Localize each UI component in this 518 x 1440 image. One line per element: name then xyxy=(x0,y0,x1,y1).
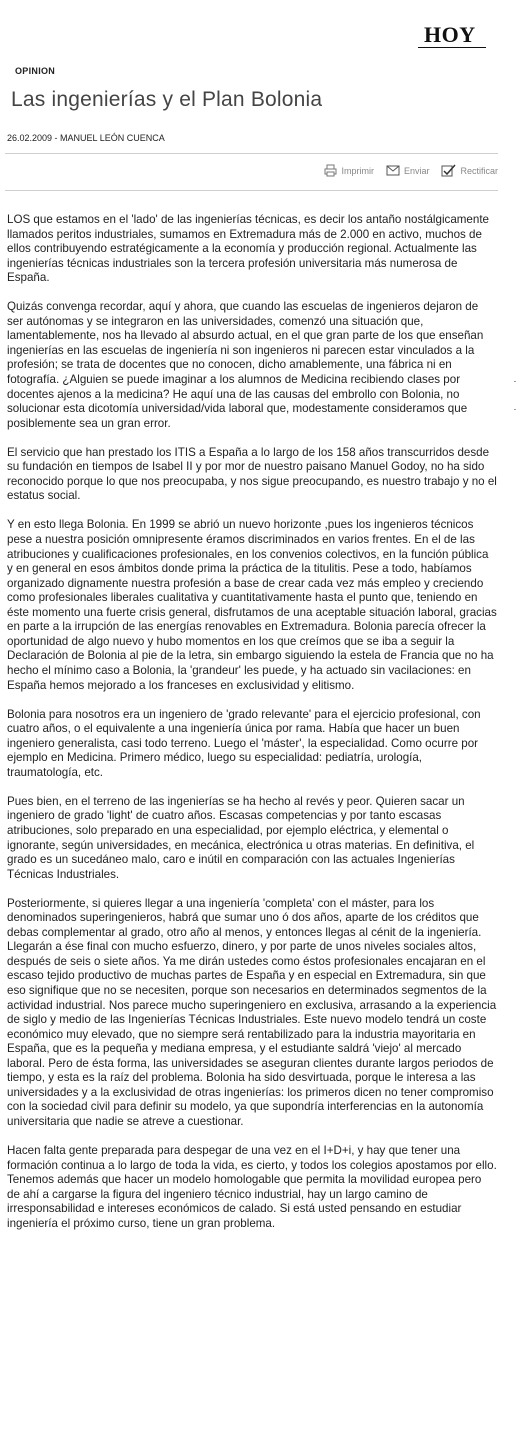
send-label: Enviar xyxy=(403,165,430,176)
scroll-marker xyxy=(514,381,516,382)
paragraph: LOS que estamos en el 'lado' de las ingenierías técnicas, es decir los antaño nostálgicamente llamados peritos industriales, sumamos en Extremadura más de 2.000 en activo, muchos de ellos contribuyendo estratégicamente a la economía y producción regional. Actualmente las ingenierías técnicas industriales son la tercera profesión universitaria más numerosa de España. xyxy=(7,213,489,285)
top-divider xyxy=(5,153,498,154)
print-button[interactable] xyxy=(324,164,374,177)
scroll-marker xyxy=(514,409,516,410)
paragraph: Quizás convenga recordar, aquí y ahora, que cuando las escuelas de ingenieros dejaron de ser autónomas y se integraron en las universidades, comenzó una situación que, lamentablemente, nos ha llevado al absurdo actual, en el que gran parte de los que enseñan ingenierías en las escuelas de ingeniería ni son ingenieros ni parecen estar vinculados a la profesión; se trata de docentes que no conocen, dicho amablemente, una fábrica ni en fotografía. ¿Alguien se puede imaginar a los alumnos de Medicina recibiendo clases por docentes ajenos a la medicina? He aquí una de las causas del embrollo con Bolonia, no solucionar esta dicotomía universidad/vida laboral que, modestamente consideramos que posiblemente sea un gran error. xyxy=(7,300,484,430)
paragraph: Y en esto llega Bolonia. En 1999 se abrió un nuevo horizonte ,pues los ingenieros técnicos pese a nuestra posición omnipresente éramos discriminados en varios frentes. En el de las atribuciones y cualificaciones profesionales, en los convenios colectivos, en la función pública y en general en esos ámbitos donde prima la práctica de la titulitis. Pese a todo, habíamos organizado dignamente nuestra profesión a base de crear cada vez más empleo y creciendo como profesionales liberales cualitativa y cuantitativamente hasta el punto que, teniendo en éste momento una fuerte crisis general, disfrutamos de una aceptable situación laboral, gracias en parte a la irrupción de las energías renovables en Extremadura. Bolonia parecía ofrecer la oportunidad de algo nuevo y hubo momentos en los que creímos que se iba a seguir la Declaración de Bolonia al pie de la letra, sin embargo siguiendo la estela de Francia que no ha hecho el mínimo caso a Bolonia, la 'grandeur' les puede, y ha actuado sin vacilaciones: en España hemos mejorado a los franceses en exclusividad y elitismo. xyxy=(7,518,497,692)
send-button[interactable] xyxy=(386,165,430,176)
article-body xyxy=(7,213,497,1246)
printer-icon xyxy=(324,164,337,177)
section-label: OPINION xyxy=(15,66,56,76)
article-byline: 26.02.2009 - MANUEL LEÓN CUENCA xyxy=(7,133,165,143)
envelope-icon xyxy=(386,165,400,176)
rectify-button[interactable] xyxy=(441,164,498,177)
print-label: Imprimir xyxy=(341,165,374,176)
article-title: Las ingenierías y el Plan Bolonia xyxy=(11,88,323,111)
paragraph: Hacen falta gente preparada para despegar de una vez en el I+D+i, y hay que tener una formación continua a lo largo de toda la vida, es cierto, y todos los colegios apostamos por ello. Tenemos además que hacer un modelo homologable que permita la movilidad europea pero de ahí a cargarse la figura del ingeniero técnico industrial, hay un largo camino de irresponsabilidad e intereses económicos de calado. Si está usted pensando en estudiar ingeniería el próximo curso, tiene un gran problema. xyxy=(7,1144,497,1230)
logo-underline xyxy=(418,47,486,48)
site-logo[interactable]: HOY xyxy=(424,22,476,47)
edit-check-icon xyxy=(441,164,456,177)
paragraph: Pues bien, en el terreno de las ingenierías se ha hecho al revés y peor. Quieren sacar un ingeniero de grado 'light' de cuatro años. Escasas competencias y por tanto escasas atribuciones, solo preparado en una especialidad, por ejemplo eléctrica, y elemental o ignorante, según universidades, en mecánica, electrónica u otras materias. En definitiva, el grado es un sucedáneo malo, caro e inútil en comparación con las actuales Ingenierías Técnicas Industriales. xyxy=(7,794,475,881)
article-toolbar xyxy=(324,164,498,177)
paragraph: Posteriormente, si quieres llegar a una ingeniería 'completa' con el máster, para los denominados superingenieros, habrá que sumar uno ó dos años, aparte de los créditos que debas complementar al grado, otro año al menos, y entonces llegas al cénit de la ingeniería. Llegarán a ése final con mucho esfuerzo, dinero, y por parte de unos niveles sociales altos, después de seis o siete años. Ya me dirán ustedes como éstos profesionales encajaran en el escaso tejido productivo de muchas partes de España y en especial en Extremadura, sin que eso signifique que no se necesiten, porque son necesarios en determinados segmentos de la actividad industrial. Nos parece mucho superingeniero en exclusiva, arrasando a la experiencia de siglo y medio de las Ingenierías Técnicas Industriales. Este nuevo modelo tendrá un coste económico muy elevado, que no siempre será rentabilizado para la industria mayoritaria en España, que es la pequeña y mediana empresa, y el estudiante saldrá 'viejo' al mercado laboral. Pero de ésta forma, las universidades se aseguran clientes durante largos periodos de tiempo, y esta es la raíz del problema. Bolonia ha sido desvirtuada, porque le interesa a las universidades y a la exclusividad de otras ingenierías: los primeros dicen no tener compromiso con la sociedad civil para definir su modelo, ya que supondría interferencias en la autonomía universitaria que nadie se atreve a cuestionar. xyxy=(7,896,497,1128)
paragraph: El servicio que han prestado los ITIS a España a lo largo de los 158 años transcurridos desde su fundación en tiempos de Isabel II y por mor de nuestro paisano Manuel Godoy, no ha sido reconocido porque lo que nos preocupaba, y nos sigue preocupando, es nuestro trabajo y no el estatus social. xyxy=(7,445,497,503)
paragraph: Bolonia para nosotros era un ingeniero de 'grado relevante' para el ejercicio profesional, con cuatro años, o el equivalente a una ingeniería única por rama. Había que hacer un buen ingeniero generalista, casi todo terreno. Luego el 'máster', la especialidad. Como ocurre por ejemplo en Medicina. Primero médico, luego su especialidad: pediatría, urología, traumatología, etc. xyxy=(7,707,481,779)
rectify-label: Rectificar xyxy=(460,165,498,176)
toolbar-divider xyxy=(5,190,498,191)
